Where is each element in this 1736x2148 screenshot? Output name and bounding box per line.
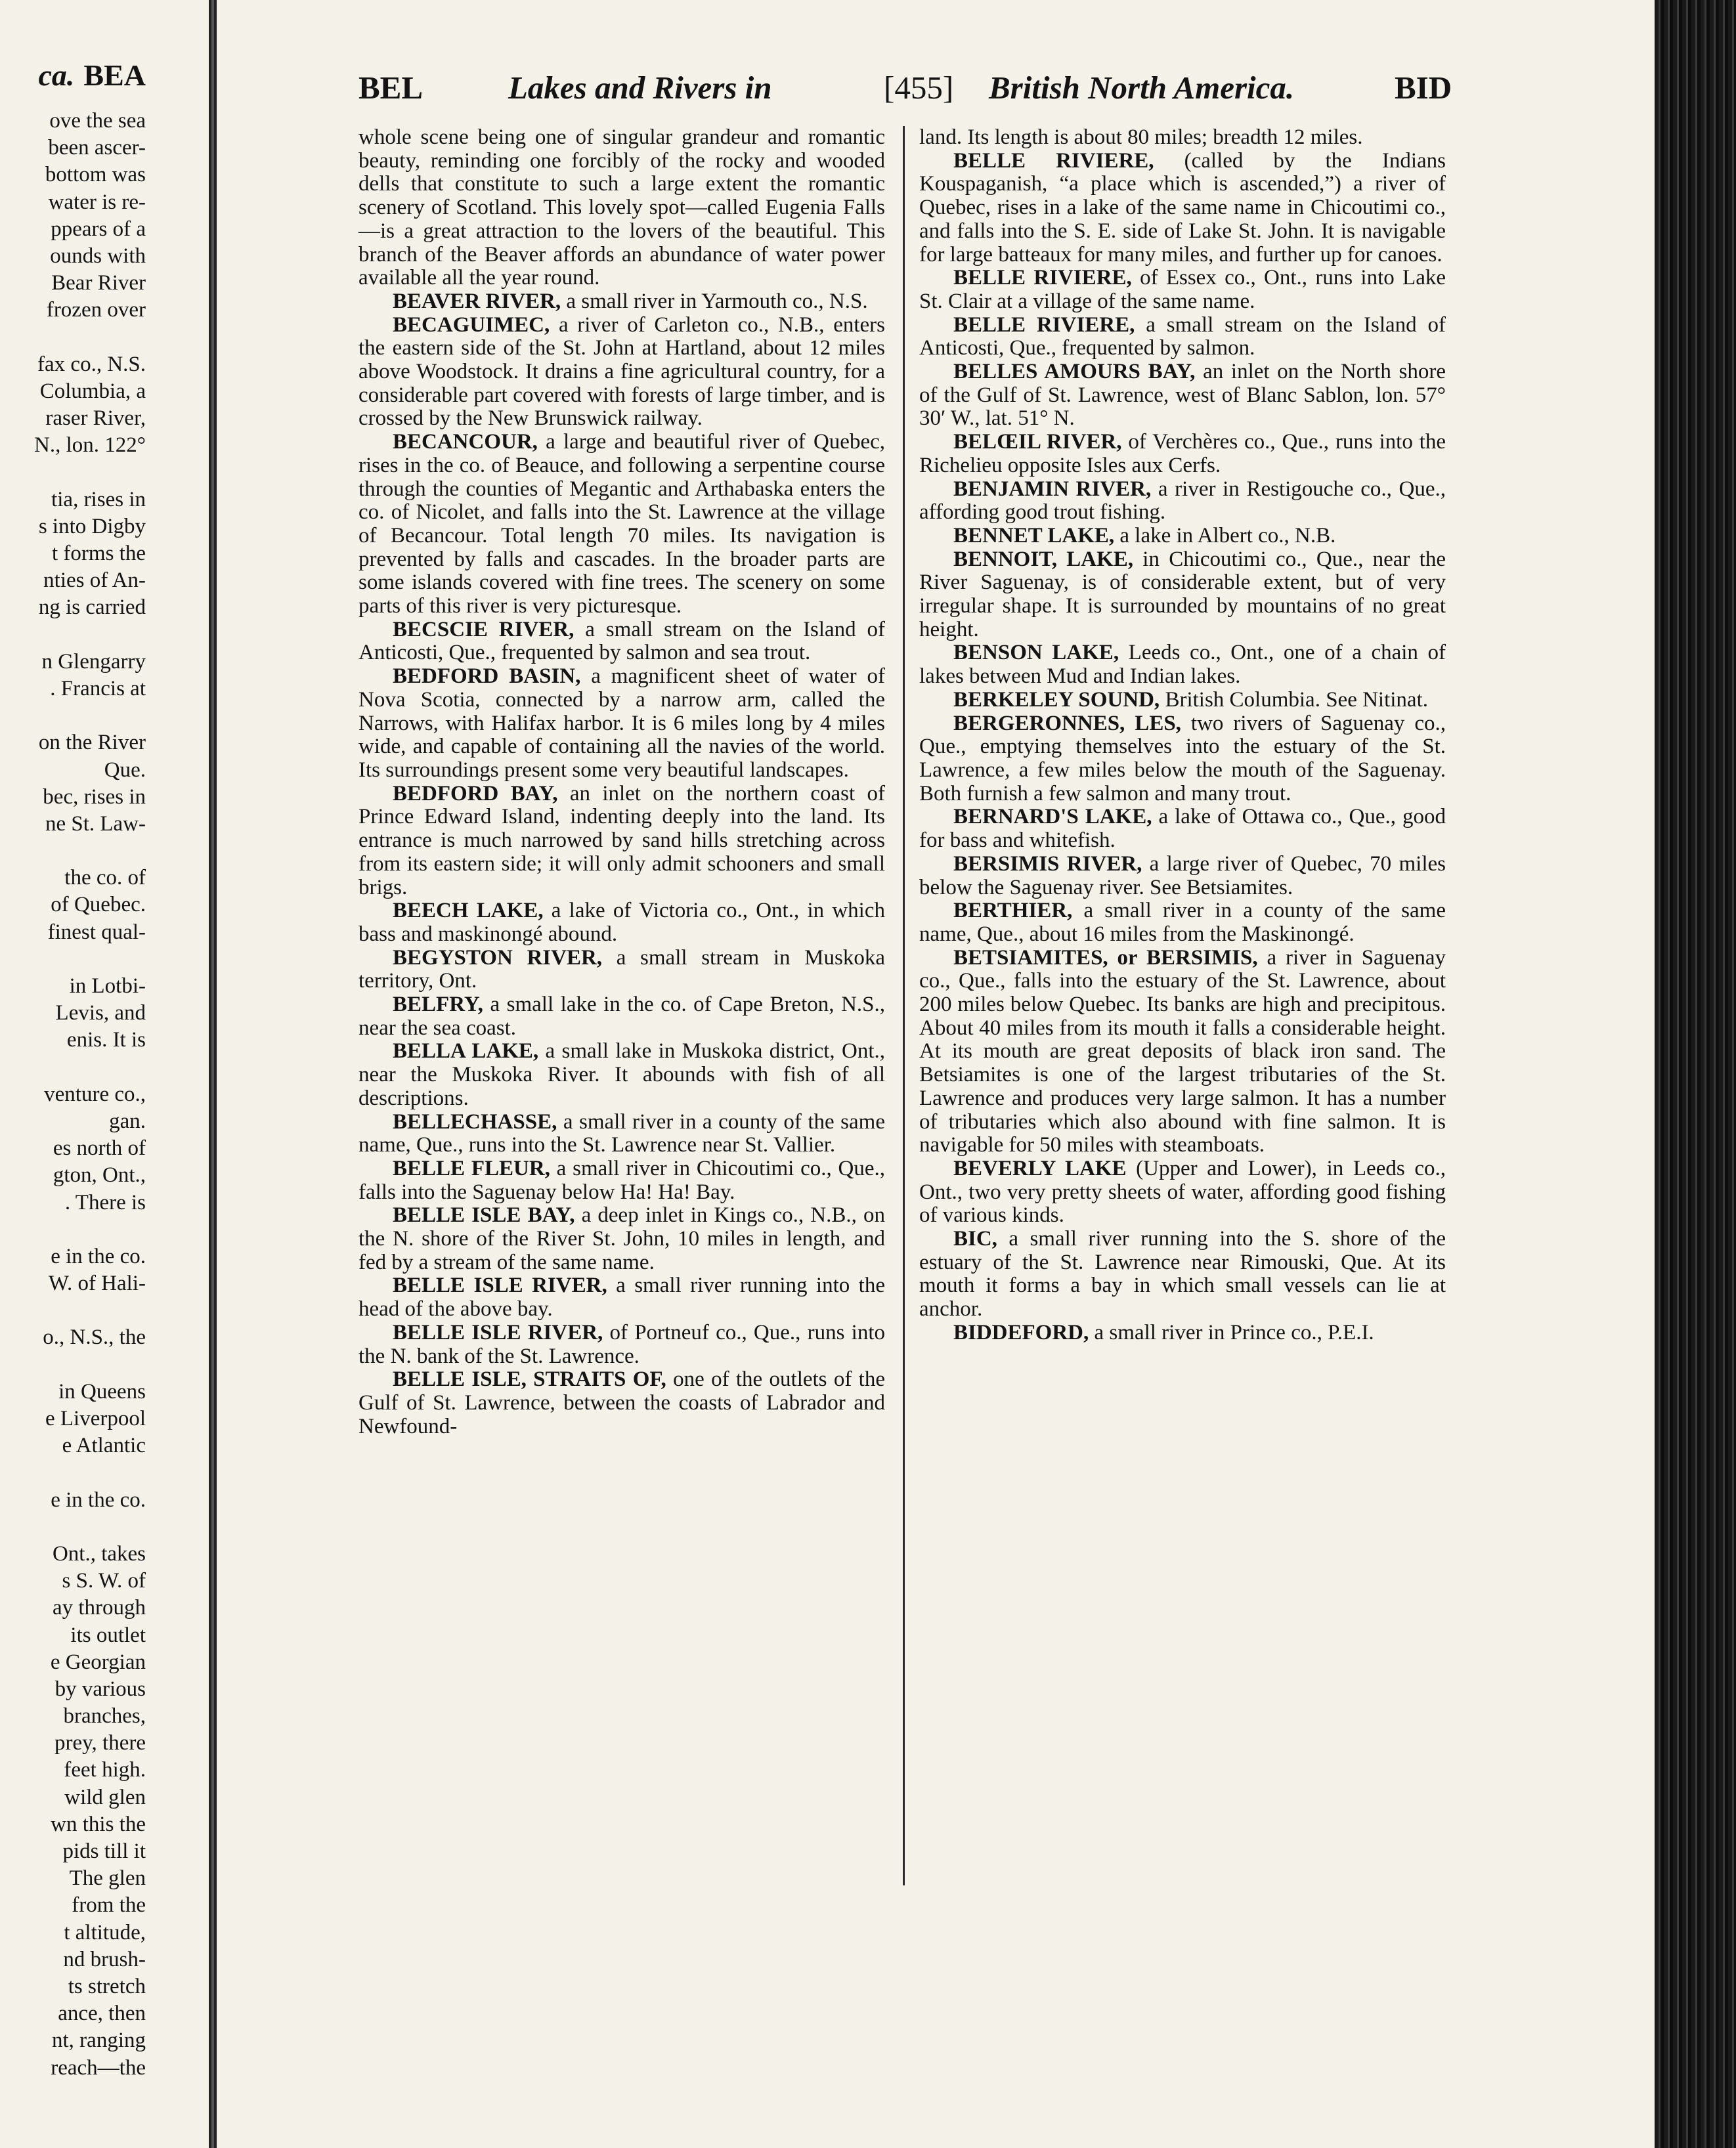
entry-text: a small river in Prince co., P.E.I. [1089, 1320, 1374, 1344]
entry-headword: BELLE RIVIERE, [953, 148, 1154, 173]
previous-page-line: branches, [63, 1704, 146, 1729]
gazetteer-entry [919, 806, 1446, 852]
gazetteer-entry [358, 947, 885, 993]
left-column [358, 126, 885, 1438]
entry-text: a small river in a county of the same name, Que., about 16 miles from the Maskinongé. [919, 899, 1446, 946]
entry-headword: BENNOIT, LAKE, [953, 547, 1134, 571]
gazetteer-entry [358, 1040, 885, 1110]
entry-headword: BELLE ISLE, STRAITS OF, [393, 1367, 666, 1392]
previous-page-line: tia, rises in [51, 487, 146, 511]
entry-headword: BETSIAMITES, or BERSIMIS, [953, 945, 1258, 970]
previous-page-line: water is re- [48, 190, 146, 214]
page-number: [455] [884, 70, 954, 106]
previous-header-italic: ca. [38, 58, 75, 92]
previous-page-line: e in the co. [51, 1488, 146, 1512]
entry-text: of Portneuf co., Que., runs into the N. bank of the St. Lawrence. [358, 1320, 885, 1368]
entry-text: a lake in Albert co., N.B. [1114, 523, 1336, 548]
previous-page-line: raser River, [45, 406, 146, 431]
previous-page-line: o., N.S., the [43, 1325, 146, 1350]
previous-page-line: Columbia, a [39, 379, 146, 403]
previous-page-line: gan. [109, 1109, 146, 1133]
previous-page-line: N., lon. 122° [34, 433, 146, 458]
previous-page-line: reach—the [51, 2055, 146, 2080]
previous-page-line: . There is [64, 1190, 146, 1214]
gazetteer-entry [919, 1321, 1446, 1345]
entry-text: land. Its length is about 80 miles; breadth 12 miles. [919, 125, 1363, 149]
previous-page-fragment [0, 0, 209, 2148]
previous-page-line: ay through [52, 1596, 146, 1620]
gazetteer-entry [358, 1157, 885, 1204]
entry-text: British Columbia. See Nitinat. [1160, 687, 1428, 712]
previous-page-line: Ont., takes [52, 1541, 146, 1566]
previous-page-line [0, 1514, 146, 1541]
entry-text: a river in Saguenay co., Que., falls into the estuary of the St. Lawrence, about 200 miles below Quebec. Its banks are high and precipitous. About 40 miles from its mouth it falls a considerable height. At its mouth are great deposits of black iron sand. The Betsiamites is one of the largest tributaries of the St. Lawrence and produces very large salmon. It has a number of tributaries which also abound with fine salmon. It is navigable for 50 miles with steamboats. [919, 945, 1446, 1157]
entry-text: a lake of Victoria co., Ont., in which bass and maskinongé abound. [358, 899, 885, 946]
gazetteer-entry [919, 150, 1446, 267]
entry-text: a small river running into the head of the above bay. [358, 1274, 885, 1321]
gazetteer-entry [919, 1228, 1446, 1321]
entry-headword: BERNARD'S LAKE, [953, 805, 1152, 829]
previous-page-line: e Georgian [50, 1650, 146, 1674]
entry-text: in Chicoutimi co., Que., near the River Saguenay, is of considerable extent, but of very irregular shape. It is surrounded by mountains of no great height. [919, 547, 1446, 641]
entry-text: (called by the Indians Kouspaganish, “a place which is ascended,”) a river of Quebec, rises in a lake of the same name in Chicoutimi co., and falls into the S. E. side of Lake St. John. It is navigable for large batteaux for many miles, and further up for canoes. [919, 148, 1446, 267]
previous-page-line: bec, rises in [43, 784, 146, 809]
page-edge [1655, 0, 1736, 2148]
entry-headword: BELLE RIVIERE, [953, 266, 1132, 290]
entry-text: an inlet on the northern coast of Prince Edward Island, indenting deeply into the land. Its entrance is much narrowed by sand hills stretching across from its eastern side; it will only admit schooners and small brigs. [358, 781, 885, 899]
previous-page-line: e in the co. [51, 1244, 146, 1268]
previous-page-line: feet high. [64, 1758, 146, 1782]
entry-text: a large river of Quebec, 70 miles below the Saguenay river. See Betsiamites. [919, 851, 1446, 899]
entry-text: a lake of Ottawa co., Que., good for bass and whitefish. [919, 805, 1446, 853]
previous-page-line: of Quebec. [51, 893, 146, 917]
gazetteer-entry [919, 689, 1446, 712]
previous-page-line: venture co., [44, 1082, 146, 1106]
previous-page-line: ts stretch [68, 1974, 146, 1998]
entry-headword: BELLECHASSE, [393, 1109, 557, 1134]
previous-page-line [0, 1054, 146, 1081]
previous-page-line: es north of [53, 1136, 146, 1161]
entry-text: (Upper and Lower), in Leeds co., Ont., two very pretty sheets of water, affording good fishing of various kinds. [919, 1156, 1446, 1228]
entry-headword: BEAVER RIVER, [393, 289, 561, 313]
entry-text: one of the outlets of the Gulf of St. Lawrence, between the coasts of Labrador and Newfound- [358, 1367, 885, 1438]
entry-headword: BECAGUIMEC, [393, 312, 550, 337]
previous-page-line: from the [72, 1893, 146, 1918]
entry-headword: BELLE FLEUR, [393, 1156, 550, 1180]
gazetteer-entry [358, 1111, 885, 1157]
entry-text: of Verchères co., Que., runs into the Richelieu opposite Isles aux Cerfs. [919, 430, 1446, 477]
previous-page-line: been ascer- [48, 136, 146, 160]
entry-text: a magnificent sheet of water of Nova Scotia, connected by a narrow arm, called the Narrows, with Halifax harbor. It is 6 miles long by 4 miles wide, and capable of containing all the navies of the world. Its surroundings present some very beautiful landscapes. [358, 664, 885, 782]
previous-page-text [0, 108, 146, 2082]
gazetteer-entry [919, 641, 1446, 688]
entry-headword: BEDFORD BAY, [393, 781, 558, 806]
entry-headword: BELLA LAKE, [393, 1039, 539, 1063]
entry-text: a small river running into the S. shore of the estuary of the St. Lawrence near Rimouski, Que. At its mouth it forms a bay in which small vessels can lie at anchor. [919, 1227, 1446, 1321]
entry-text: a small lake in the co. of Cape Breton, N.S., near the sea coast. [358, 993, 885, 1040]
previous-page-header [38, 58, 146, 93]
entry-headword: BEGYSTON RIVER, [393, 945, 603, 970]
entry-headword: BELLE RIVIERE, [953, 312, 1135, 337]
previous-page-line: the co. of [64, 866, 146, 890]
gazetteer-entry [358, 618, 885, 665]
previous-page-line: s into Digby [38, 514, 146, 538]
entry-text: a small lake in Muskoka district, Ont., near the Muskoka River. It abounds with fish of all descriptions. [358, 1039, 886, 1110]
previous-page-line: . Francis at [50, 676, 146, 700]
previous-page-line [0, 1297, 146, 1324]
entry-text: a small stream on the Island of Anticosti, Que., frequented by salmon. [919, 312, 1446, 360]
entry-headword: BEVERLY LAKE [953, 1156, 1127, 1180]
previous-page-line: its outlet [70, 1623, 146, 1647]
previous-page-line: frozen over [46, 298, 146, 322]
previous-page-line: Que. [104, 758, 146, 782]
gazetteer-entry [358, 665, 885, 783]
gazetteer-entry [358, 290, 885, 314]
gazetteer-entry [919, 712, 1446, 806]
gazetteer-entry [358, 783, 885, 900]
entry-text: a small stream on the Island of Anticosti, Que., frequented by salmon and sea trout. [358, 617, 885, 665]
entry-text: a river in Restigouche co., Que., affording good trout fishing. [919, 477, 1446, 525]
previous-page-line: fax co., N.S. [37, 352, 146, 376]
previous-page-line [0, 1352, 146, 1379]
previous-page-line: finest qual- [47, 920, 146, 944]
entry-text: of Essex co., Ont., runs into Lake St. Clair at a village of the same name. [919, 266, 1446, 313]
previous-page-line: t altitude, [64, 1920, 146, 1944]
gazetteer-entry [919, 947, 1446, 1157]
column-rule [903, 126, 905, 1885]
entry-headword: BIDDEFORD, [953, 1320, 1089, 1344]
entry-headword: BECANCOUR, [393, 430, 538, 454]
previous-page-line: Bear River [51, 271, 146, 295]
previous-page-line: ounds with [50, 244, 146, 268]
previous-page-line: n Glengarry [41, 649, 146, 674]
entry-text: a small river in Chicoutimi co., Que., falls into the Saguenay below Ha! Ha! Bay. [358, 1156, 885, 1204]
entry-text: a deep inlet in Kings co., N.B., on the N. shore of the River St. John, 10 miles in length, and fed by a stream of the same name. [358, 1203, 886, 1274]
previous-page-line [0, 1459, 146, 1486]
entry-headword: BERSIMIS RIVER, [953, 851, 1142, 876]
gazetteer-entry [919, 853, 1446, 899]
previous-page-line: e Liverpool [45, 1407, 146, 1430]
entry-headword: BELLE ISLE RIVER, [393, 1320, 603, 1344]
entry-headword: BELLE ISLE RIVER, [393, 1274, 607, 1298]
previous-page-line: gton, Ont., [53, 1163, 146, 1188]
previous-page-line: wn this the [51, 1812, 146, 1836]
gazetteer-entry [919, 431, 1446, 477]
previous-page-line: e Atlantic [62, 1434, 146, 1458]
gazetteer-entry [358, 126, 885, 290]
entry-headword: BIC, [953, 1227, 997, 1251]
entry-text: a small stream in Muskoka territory, Ont. [358, 945, 885, 993]
entry-text: a river of Carleton co., N.B., enters the eastern side of the St. John at Hartland, about 12 miles above Woodstock. It drains a fine agricultural country, for a considerable part covered with forests of large timber, and is crossed by the New Brunswick railway. [358, 312, 885, 431]
running-head [358, 69, 1475, 115]
previous-page-line: wild glen [64, 1785, 146, 1809]
previous-page-line [0, 622, 146, 649]
previous-page-line [0, 946, 146, 973]
previous-page-line: on the River [38, 731, 146, 755]
entry-headword: BERKELEY SOUND, [953, 687, 1160, 712]
previous-page-line [0, 324, 146, 351]
gazetteer-entry [919, 126, 1446, 150]
previous-page-line: The glen [69, 1866, 146, 1891]
entry-headword: BELLES AMOURS BAY, [953, 360, 1196, 384]
gazetteer-entry [358, 899, 885, 946]
previous-page-line: ove the sea [49, 109, 146, 133]
entry-headword: BEECH LAKE, [393, 899, 544, 923]
running-title-part2: British North America. [989, 70, 1295, 106]
gazetteer-entry [919, 360, 1446, 431]
entry-headword: BELŒIL RIVER, [953, 430, 1122, 454]
previous-page-line: nties of An- [43, 569, 146, 593]
previous-page-line: Levis, and [55, 1001, 146, 1025]
previous-page-line: pids till it [62, 1839, 146, 1863]
previous-page-line: bottom was [45, 163, 146, 187]
gazetteer-entry [919, 314, 1446, 360]
previous-page-line: ne St. Law- [45, 811, 146, 836]
gazetteer-entry [919, 548, 1446, 642]
entry-text: two rivers of Saguenay co., Que., emptying themselves into the estuary of the St. Lawrence, a few miles below the mouth of the Saguenay. Both furnish a few salmon and many trout. [919, 711, 1446, 806]
gazetteer-entry [919, 267, 1446, 313]
previous-header-word: BEA [83, 58, 146, 92]
previous-page-line [0, 1216, 146, 1243]
entry-headword: BERTHIER, [953, 899, 1073, 923]
previous-page-line: by various [54, 1677, 146, 1701]
gazetteer-entry [919, 899, 1446, 946]
entry-headword: BELFRY, [393, 993, 483, 1017]
previous-page-line: in Queens [58, 1379, 146, 1404]
entry-headword: BELLE ISLE BAY, [393, 1203, 575, 1228]
previous-page-line [0, 459, 146, 486]
previous-page-line: in Lotbi- [69, 974, 146, 998]
previous-page-line: ppears of a [51, 217, 146, 241]
entry-text: whole scene being one of singular grandeur and romantic beauty, reminding one forcibly of the rocky and wooded dells that constitute to such a large extent the romantic scenery of Scotland. This lovely spot—called Eugenia Falls—is a great attraction to the lovers of the beautiful. This branch of the Beaver affords an abundance of water power available all the year round. [358, 125, 885, 290]
running-title-part1: Lakes and Rivers in [508, 70, 772, 106]
entry-headword: BECSCIE RIVER, [393, 617, 575, 641]
guide-word-left: BEL [358, 70, 423, 106]
previous-page-line [0, 702, 146, 729]
entry-text: Leeds co., Ont., one of a chain of lakes between Mud and Indian lakes. [919, 641, 1446, 689]
entry-headword: BENJAMIN RIVER, [953, 477, 1152, 501]
gazetteer-entry [919, 1157, 1446, 1228]
gazetteer-entry [358, 1274, 885, 1321]
previous-page-line: prey, there [54, 1731, 146, 1755]
gazetteer-entry [919, 478, 1446, 525]
previous-page-line: s S. W. of [62, 1569, 146, 1593]
gazetteer-entry [358, 431, 885, 618]
previous-page-line: nd brush- [63, 1947, 146, 1971]
previous-page-line: W. of Hali- [48, 1272, 146, 1296]
right-column [919, 126, 1446, 1345]
previous-page-line: nt, ranging [52, 2029, 146, 2053]
gazetteer-entry [358, 993, 885, 1040]
previous-page-line [0, 838, 146, 865]
entry-headword: BENNET LAKE, [953, 523, 1115, 548]
previous-page-line: t forms the [52, 542, 146, 565]
gazetteer-entry [358, 1368, 885, 1438]
gazetteer-entry [358, 314, 885, 431]
entry-headword: BERGERONNES, LES, [953, 711, 1181, 735]
entry-text: a small river in a county of the same name, Que., runs into the St. Lawrence near St. Vallier. [358, 1109, 885, 1157]
entry-headword: BEDFORD BASIN, [393, 664, 581, 689]
gazetteer-entry [358, 1321, 885, 1368]
previous-page-line: enis. It is [66, 1028, 146, 1052]
entry-headword: BENSON LAKE, [953, 641, 1119, 665]
gazetteer-entry [358, 1204, 885, 1274]
previous-page-line: ance, then [58, 2002, 146, 2026]
guide-word-right: BID [1395, 70, 1452, 106]
gazetteer-entry [919, 525, 1446, 548]
entry-text: an inlet on the North shore of the Gulf of St. Lawrence, west of Blanc Sablon, lon. 57° 30′ W., lat. 51° N. [919, 360, 1446, 431]
previous-page-line: ng is carried [38, 595, 146, 620]
entry-text: a small river in Yarmouth co., N.S. [561, 289, 868, 313]
binding-gutter [209, 0, 217, 2148]
entry-text: a large and beautiful river of Quebec, rises in the co. of Beauce, and following a serpentine course through the counties of Megantic and Arthabaska enters the co. of Nicolet, and falls into the St. Lawrence at the village of Becancour. Total length 70 miles. Its navigation is prevented by falls and cascades. In the broader parts are some islands covered with fine trees. The scenery on some parts of this river is very picturesque. [358, 430, 885, 618]
